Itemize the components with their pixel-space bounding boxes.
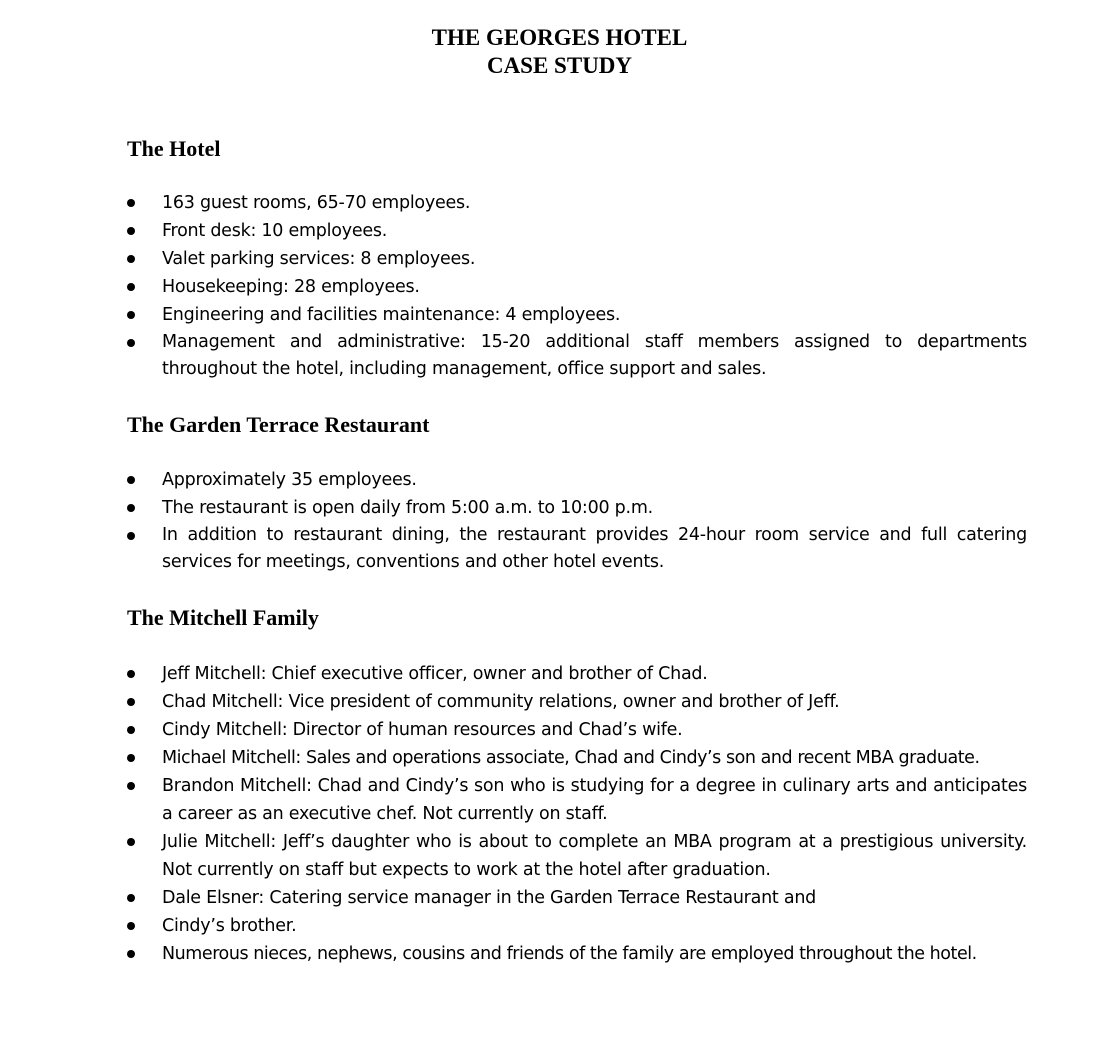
restaurant-facts-list xyxy=(127,466,1027,576)
bullet-icon xyxy=(127,950,135,958)
list-item xyxy=(127,940,1027,968)
list-item xyxy=(127,716,1027,744)
bullet-icon xyxy=(127,255,135,263)
list-item-text: In addition to restaurant dining, the restaurant provides 24-hour room service and full catering services for meetings, conventions and other hotel events. xyxy=(162,525,1027,572)
list-item-text: Jeff Mitchell: Chief executive officer, owner and brother of Chad. xyxy=(162,664,708,684)
list-item-text: Approximately 35 employees. xyxy=(162,470,417,490)
list-item xyxy=(127,884,1027,912)
bullet-icon xyxy=(127,476,135,484)
family-members-list xyxy=(127,660,1027,968)
bullet-icon xyxy=(127,922,135,930)
list-item-text: 163 guest rooms, 65-70 employees. xyxy=(162,193,471,213)
list-item-text: Cindy’s brother. xyxy=(162,916,297,936)
bullet-icon xyxy=(127,199,135,207)
list-item-text: Numerous nieces, nephews, cousins and friends of the family are employed throughout the hotel. xyxy=(162,944,977,964)
bullet-icon xyxy=(127,311,135,319)
list-item-text: Housekeeping: 28 employees. xyxy=(162,277,420,297)
bullet-icon xyxy=(127,698,135,706)
section-heading-mitchell-family: The Mitchell Family xyxy=(127,605,319,630)
list-item xyxy=(127,912,1027,940)
bullet-icon xyxy=(127,670,135,678)
list-item xyxy=(127,217,1027,245)
section-heading-the-hotel: The Hotel xyxy=(127,136,221,161)
list-item xyxy=(127,189,1027,217)
bullet-icon xyxy=(127,782,135,790)
list-item xyxy=(127,245,1027,273)
list-item-text: Michael Mitchell: Sales and operations associate, Chad and Cindy’s son and recent MBA graduate. xyxy=(162,748,980,768)
list-item-text: Management and administrative: 15-20 additional staff members assigned to departments throughout the hotel, including management, office support and sales. xyxy=(162,332,1027,379)
list-item-text: Julie Mitchell: Jeff’s daughter who is about to complete an MBA program at a prestigious university. Not currently on staff but expects to work at the hotel after graduation. xyxy=(162,832,1027,880)
list-item-text: Engineering and facilities maintenance: 4 employees. xyxy=(162,305,621,325)
section-heading-restaurant: The Garden Terrace Restaurant xyxy=(127,412,430,437)
list-item xyxy=(127,828,1027,884)
bullet-icon xyxy=(127,532,135,540)
list-item xyxy=(127,466,1027,494)
list-item xyxy=(127,301,1027,329)
list-item-text: Front desk: 10 employees. xyxy=(162,221,388,241)
list-item-text: Valet parking services: 8 employees. xyxy=(162,249,476,269)
list-item-text: Brandon Mitchell: Chad and Cindy’s son who is studying for a degree in culinary arts and anticipates a career as an executive chef. Not currently on staff. xyxy=(162,776,1027,824)
bullet-icon xyxy=(127,726,135,734)
list-item xyxy=(127,494,1027,522)
list-item xyxy=(127,329,1027,383)
list-item xyxy=(127,744,1027,772)
list-item xyxy=(127,273,1027,301)
bullet-icon xyxy=(127,894,135,902)
list-item xyxy=(127,688,1027,716)
hotel-facts-list xyxy=(127,189,1027,383)
list-item-text: Chad Mitchell: Vice president of community relations, owner and brother of Jeff. xyxy=(162,692,840,712)
list-item-text: The restaurant is open daily from 5:00 a.m. to 10:00 p.m. xyxy=(162,498,653,518)
list-item-text: Cindy Mitchell: Director of human resources and Chad’s wife. xyxy=(162,720,683,740)
bullet-icon xyxy=(127,339,135,347)
bullet-icon xyxy=(127,754,135,762)
list-item xyxy=(127,660,1027,688)
list-item xyxy=(127,772,1027,828)
bullet-icon xyxy=(127,227,135,235)
bullet-icon xyxy=(127,504,135,512)
bullet-icon xyxy=(127,283,135,291)
document-title-line-1: THE GEORGES HOTEL xyxy=(431,25,688,50)
list-item xyxy=(127,522,1027,576)
list-item-text: Dale Elsner: Catering service manager in the Garden Terrace Restaurant and xyxy=(162,888,817,908)
bullet-icon xyxy=(127,838,135,846)
document-title-line-2: CASE STUDY xyxy=(486,53,633,78)
